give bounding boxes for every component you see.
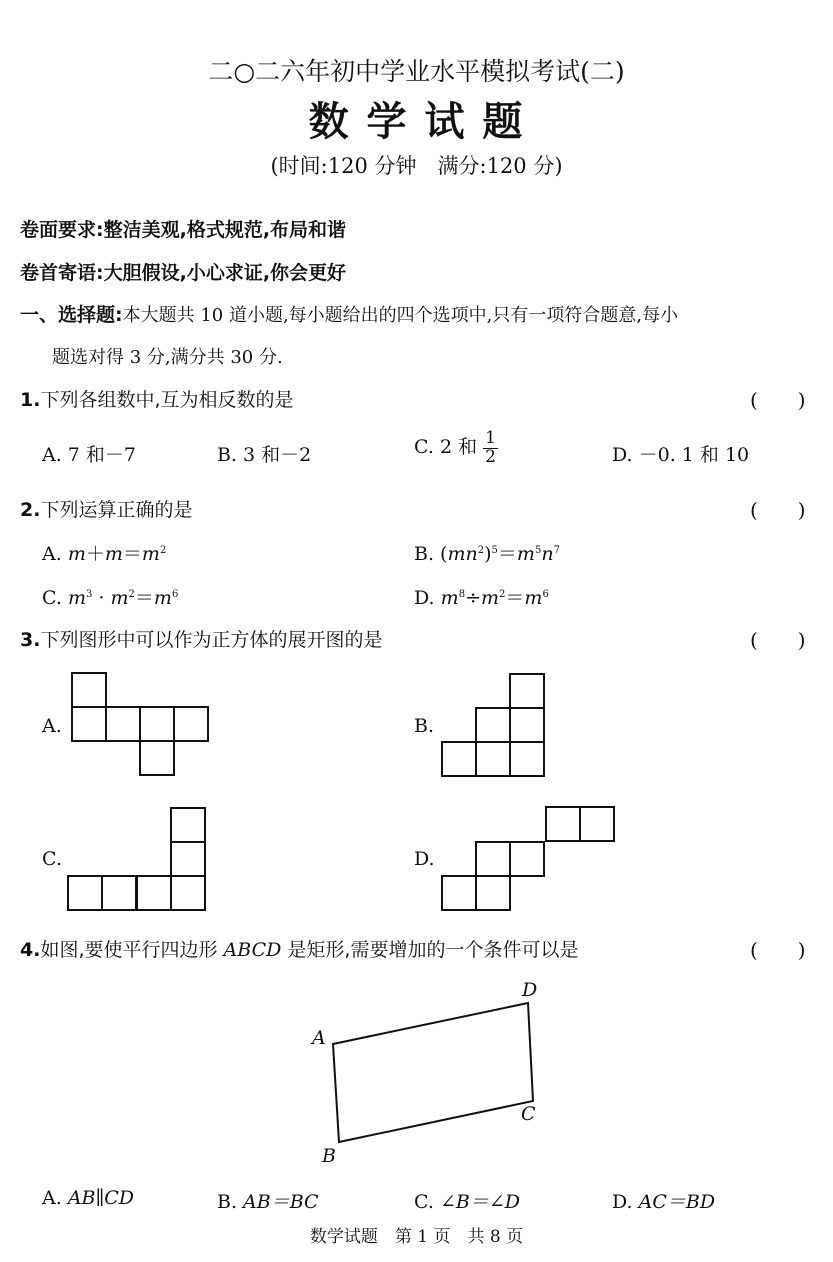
vertex-label-d: D bbox=[522, 979, 538, 1001]
q4-option-b bbox=[217, 1187, 319, 1214]
option-expression: AB＝BC bbox=[243, 1191, 319, 1213]
net-figure-a bbox=[72, 673, 208, 775]
option-label: C. bbox=[42, 587, 62, 609]
time-info: (时间:120 分钟 满分:120 分) bbox=[270, 154, 563, 178]
q2-option-c: C. $m^3 \cdot m^2=m^6$ bbox=[42, 587, 179, 609]
parallelogram-abcd bbox=[333, 1003, 533, 1142]
q2-option-d: D. $m^8\div m^2=m^6$ bbox=[414, 587, 549, 609]
subject-title: 数 学 试 题 bbox=[308, 98, 525, 145]
question-text: 下列运算正确的是 bbox=[40, 499, 193, 521]
option-label: A. bbox=[42, 543, 62, 565]
answer-paren-1: ( ) bbox=[750, 388, 806, 412]
question-text: 下列各组数中,互为相反数的是 bbox=[40, 389, 294, 411]
question-4-stem bbox=[20, 935, 578, 962]
section-title: 一、选择题: bbox=[20, 304, 123, 326]
question-variable: ABCD bbox=[223, 939, 282, 961]
question-number: 4. bbox=[20, 939, 41, 961]
section-desc-line1: 本大题共 10 道小题,每小题给出的四个选项中,只有一项符合题意,每小 bbox=[122, 305, 679, 326]
page-footer: 数学试题 第 1 页 共 8 页 bbox=[309, 1227, 524, 1247]
q3-option-a-label: A. bbox=[42, 715, 62, 737]
option-label: D. bbox=[612, 1191, 639, 1213]
message-note: 卷首寄语:大胆假设,小心求证,你会更好 bbox=[20, 262, 347, 284]
question-text: 下列图形中可以作为正方体的展开图的是 bbox=[40, 629, 383, 651]
option-expression: AC＝BD bbox=[638, 1191, 716, 1213]
answer-paren-4: ( ) bbox=[750, 938, 806, 962]
fraction-numerator: 1 bbox=[485, 428, 496, 448]
question-text-suffix: 是矩形,需要增加的一个条件可以是 bbox=[281, 939, 579, 961]
q2-option-a: A. $m+m=m^2$ bbox=[42, 543, 167, 565]
answer-paren-2: ( ) bbox=[750, 498, 806, 522]
q4-option-a bbox=[42, 1187, 134, 1209]
q3-option-c-label: C. bbox=[42, 848, 62, 870]
q1-option-a: A. 7 和－7 bbox=[42, 444, 137, 466]
vertex-label-b: B bbox=[322, 1145, 336, 1167]
q1-option-b: B. 3 和－2 bbox=[217, 444, 312, 466]
net-figure-d bbox=[442, 807, 614, 910]
option-label: B. bbox=[217, 1191, 244, 1213]
option-expression: ∠B＝∠D bbox=[439, 1191, 520, 1213]
vertex-label-c: C bbox=[521, 1103, 536, 1125]
question-number: 1. bbox=[20, 389, 41, 411]
section-desc-line2: 题选对得 3 分,满分共 30 分. bbox=[52, 347, 283, 368]
option-label: C. bbox=[414, 1191, 440, 1213]
net-figure-c bbox=[68, 808, 205, 910]
q2-option-b: B. $(mn^2)^5=m^5n^7$ bbox=[414, 543, 560, 565]
option-label: B. bbox=[414, 543, 435, 565]
question-number: 3. bbox=[20, 629, 41, 651]
q3-option-d-label: D. bbox=[414, 848, 435, 870]
q1-option-c-prefix: C. 2 和 bbox=[414, 436, 478, 458]
question-number: 2. bbox=[20, 499, 41, 521]
net-figure-b bbox=[442, 674, 544, 776]
exam-title: 二○二六年初中学业水平模拟考试(二) bbox=[208, 57, 625, 86]
answer-paren-3: ( ) bbox=[750, 628, 806, 652]
fraction-denominator: 2 bbox=[485, 447, 496, 467]
vertex-label-a: A bbox=[312, 1027, 326, 1049]
q1-option-d: D. －0. 1 和 10 bbox=[612, 444, 750, 466]
question-text: 如图,要使平行四边形 bbox=[40, 939, 224, 961]
q4-option-d bbox=[612, 1187, 715, 1214]
option-label: A. bbox=[42, 1187, 68, 1209]
option-expression: AB∥CD bbox=[67, 1187, 135, 1209]
q4-option-c bbox=[414, 1187, 520, 1214]
option-label: D. bbox=[414, 587, 435, 609]
requirement-note: 卷面要求:整洁美观,格式规范,布局和谐 bbox=[20, 219, 347, 241]
q3-option-b-label: B. bbox=[414, 715, 435, 737]
